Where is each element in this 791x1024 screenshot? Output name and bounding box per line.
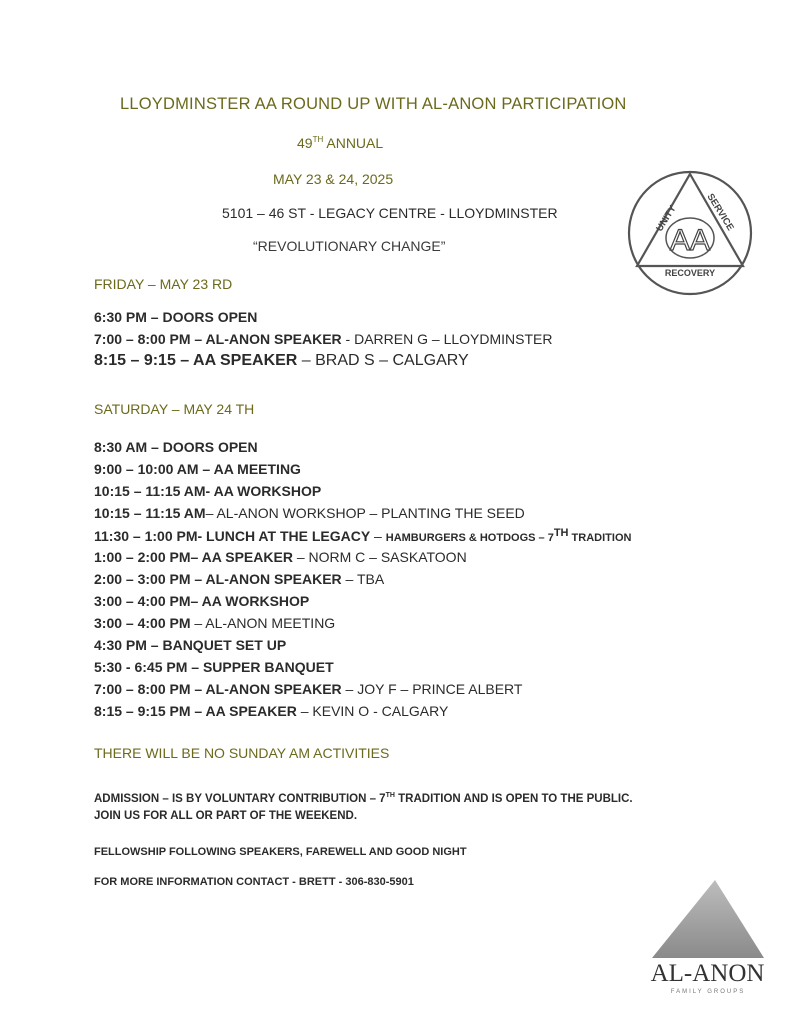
al-anon-triangle-logo-icon: [640, 878, 775, 1008]
schedule-item: 11:30 – 1:00 PM- LUNCH AT THE LEGACY – HAMBURGERS & HOTDOGS – 7TH TRADITION: [94, 527, 632, 544]
al-anon-wordmark: AL-ANON: [650, 960, 765, 987]
schedule-item: 10:15 – 11:15 AM- AA WORKSHOP: [94, 483, 322, 499]
event-title: LLOYDMINSTER AA ROUND UP WITH AL-ANON PARTICIPATION: [120, 95, 627, 113]
schedule-item: 7:00 – 8:00 PM – AL-ANON SPEAKER – JOY F – PRINCE ALBERT: [94, 681, 523, 697]
fellowship-note: FELLOWSHIP FOLLOWING SPEAKERS, FAREWELL AND GOOD NIGHT: [94, 846, 467, 858]
schedule-item: 7:00 – 8:00 PM – AL-ANON SPEAKER - DARREN G – LLOYDMINSTER: [94, 331, 553, 347]
join-note: JOIN US FOR ALL OR PART OF THE WEEKEND.: [94, 810, 358, 822]
saturday-heading: SATURDAY – MAY 24 TH: [94, 401, 255, 417]
al-anon-family-groups: FAMILY GROUPS: [670, 989, 746, 995]
aa-circle-triangle-logo-icon: [625, 168, 755, 298]
event-venue: 5101 – 46 ST - LEGACY CENTRE - LLOYDMINSTER: [222, 205, 558, 221]
event-theme: “REVOLUTIONARY CHANGE”: [253, 238, 446, 254]
annual-edition: 49TH ANNUAL: [297, 135, 384, 151]
no-sunday-notice: THERE WILL BE NO SUNDAY AM ACTIVITIES: [94, 745, 390, 761]
schedule-item: 10:15 – 11:15 AM– AL-ANON WORKSHOP – PLANTING THE SEED: [94, 505, 525, 521]
schedule-item: 3:00 – 4:00 PM – AL-ANON MEETING: [94, 615, 336, 631]
aa-logo-recovery: RECOVERY: [664, 268, 716, 278]
aa-logo-center: AA: [669, 224, 711, 257]
schedule-item: 4:30 PM – BANQUET SET UP: [94, 637, 287, 653]
schedule-item: 8:30 AM – DOORS OPEN: [94, 439, 258, 455]
schedule-item: 5:30 - 6:45 PM – SUPPER BANQUET: [94, 659, 334, 675]
schedule-item: 6:30 PM – DOORS OPEN: [94, 309, 258, 325]
aa-logo-unity: UNITY: [654, 203, 679, 234]
event-dates: MAY 23 & 24, 2025: [273, 171, 394, 187]
schedule-item: 1:00 – 2:00 PM– AA SPEAKER – NORM C – SASKATOON: [94, 549, 467, 565]
schedule-item: 2:00 – 3:00 PM – AL-ANON SPEAKER – TBA: [94, 571, 385, 587]
schedule-item: 9:00 – 10:00 AM – AA MEETING: [94, 461, 301, 477]
schedule-item: 8:15 – 9:15 PM – AA SPEAKER – KEVIN O - CALGARY: [94, 703, 449, 719]
schedule-item: 8:15 – 9:15 – AA SPEAKER – BRAD S – CALGARY: [94, 352, 469, 369]
al-anon-triangle-icon: [640, 878, 775, 963]
friday-heading: FRIDAY – MAY 23 RD: [94, 276, 233, 292]
aa-logo-service: SERVICE: [704, 191, 736, 233]
contact-note: FOR MORE INFORMATION CONTACT - BRETT - 306-830-5901: [94, 876, 414, 888]
admission-note: ADMISSION – IS BY VOLUNTARY CONTRIBUTION – 7TH TRADITION AND IS OPEN TO THE PUBLIC.: [94, 792, 633, 805]
schedule-item: 3:00 – 4:00 PM– AA WORKSHOP: [94, 593, 310, 609]
